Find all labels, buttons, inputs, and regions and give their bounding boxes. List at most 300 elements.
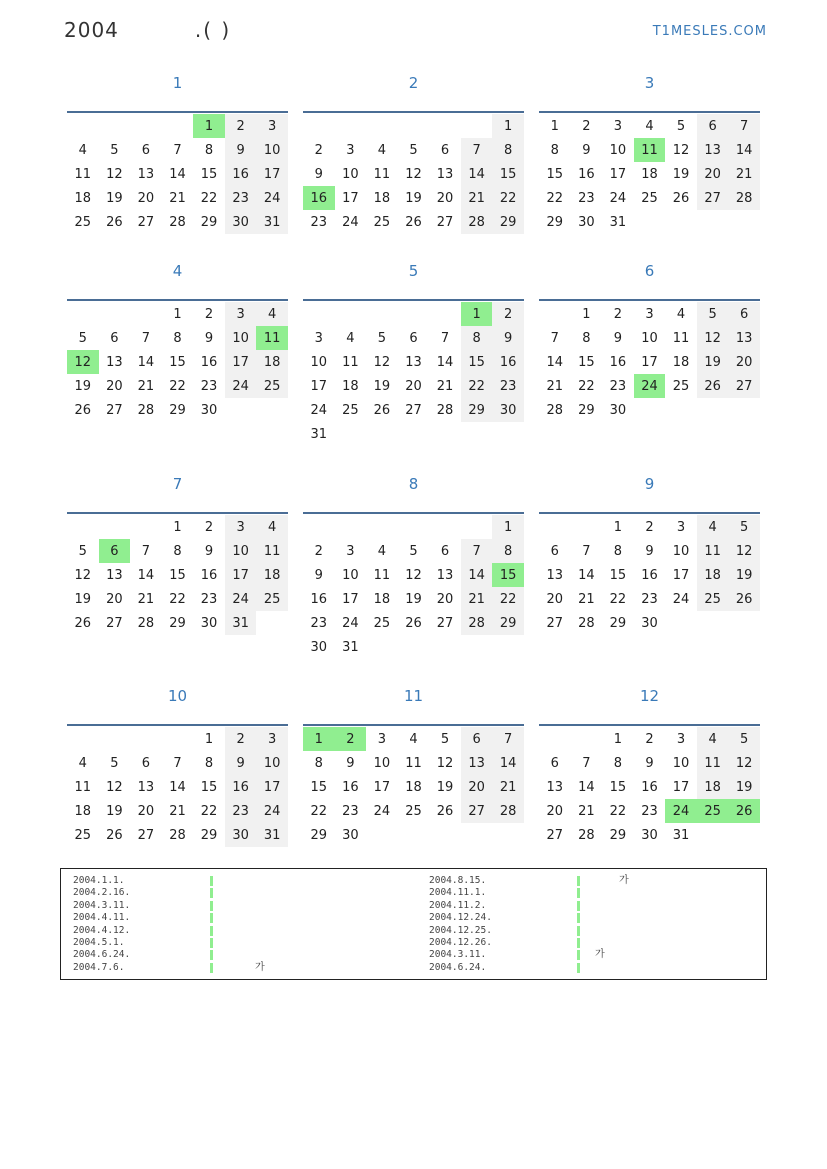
day-cell[interactable]: 14: [578, 779, 595, 795]
day-cell[interactable]: 15: [546, 166, 564, 182]
day-cell[interactable]: 29: [492, 611, 524, 635]
day-cell[interactable]: 11: [697, 751, 729, 775]
day-cell[interactable]: 17: [641, 354, 658, 370]
day-cell[interactable]: 18: [373, 190, 391, 206]
day-cell[interactable]: 27: [436, 214, 454, 230]
day-cell[interactable]: 13: [546, 779, 564, 795]
day-cell[interactable]: 3: [225, 515, 257, 539]
day-cell[interactable]: 7: [582, 755, 591, 771]
day-cell[interactable]: 21: [137, 591, 155, 607]
day-cell[interactable]: 28: [578, 615, 595, 631]
day-cell[interactable]: 27: [137, 827, 155, 843]
day-cell[interactable]: 11: [74, 779, 92, 795]
day-cell[interactable]: 20: [697, 162, 729, 186]
day-cell[interactable]: 15: [310, 779, 328, 795]
day-cell[interactable]: 25: [641, 190, 658, 206]
day-cell[interactable]: 6: [728, 302, 760, 326]
day-cell[interactable]: 25: [405, 803, 422, 819]
holiday-day-cell[interactable]: 24: [634, 374, 666, 398]
day-cell[interactable]: 18: [74, 190, 92, 206]
day-cell[interactable]: 23: [225, 799, 257, 823]
day-cell[interactable]: 17: [672, 567, 690, 583]
day-cell[interactable]: 12: [74, 567, 92, 583]
day-cell[interactable]: 22: [609, 591, 627, 607]
day-cell[interactable]: 4: [256, 302, 288, 326]
day-cell[interactable]: 4: [676, 306, 686, 322]
day-cell[interactable]: 12: [405, 166, 422, 182]
day-cell[interactable]: 12: [436, 755, 454, 771]
day-cell[interactable]: 3: [645, 306, 654, 322]
day-cell[interactable]: 22: [310, 803, 328, 819]
day-cell[interactable]: 21: [492, 775, 524, 799]
day-cell[interactable]: 15: [578, 354, 595, 370]
day-cell[interactable]: 7: [461, 138, 493, 162]
day-cell[interactable]: 20: [546, 591, 564, 607]
day-cell[interactable]: 17: [342, 190, 359, 206]
day-cell[interactable]: 10: [225, 326, 257, 350]
day-cell[interactable]: 12: [106, 166, 123, 182]
day-cell[interactable]: 26: [697, 374, 729, 398]
holiday-day-cell[interactable]: 6: [99, 539, 131, 563]
day-cell[interactable]: 26: [74, 615, 92, 631]
day-cell[interactable]: 5: [409, 142, 418, 158]
day-cell[interactable]: 8: [492, 138, 524, 162]
day-cell[interactable]: 9: [645, 543, 654, 559]
day-cell[interactable]: 14: [137, 354, 155, 370]
day-cell[interactable]: 21: [169, 190, 186, 206]
day-cell[interactable]: 3: [256, 727, 288, 751]
day-cell[interactable]: 25: [672, 378, 690, 394]
day-cell[interactable]: 23: [225, 186, 257, 210]
day-cell[interactable]: 21: [436, 378, 454, 394]
brand-link[interactable]: T1MESLES.COM: [652, 24, 767, 39]
day-cell[interactable]: 13: [697, 138, 729, 162]
day-cell[interactable]: 17: [342, 591, 359, 607]
day-cell[interactable]: 2: [613, 306, 623, 322]
day-cell[interactable]: 18: [697, 563, 729, 587]
day-cell[interactable]: 9: [492, 326, 524, 350]
day-cell[interactable]: 7: [440, 330, 450, 346]
day-cell[interactable]: 27: [546, 615, 564, 631]
day-cell[interactable]: 5: [409, 543, 418, 559]
day-cell[interactable]: 11: [256, 539, 288, 563]
day-cell[interactable]: 25: [373, 214, 391, 230]
day-cell[interactable]: 26: [728, 587, 760, 611]
day-cell[interactable]: 17: [310, 378, 328, 394]
day-cell[interactable]: 18: [342, 378, 359, 394]
day-cell[interactable]: 27: [436, 615, 454, 631]
day-cell[interactable]: 9: [645, 755, 654, 771]
day-cell[interactable]: 12: [728, 751, 760, 775]
day-cell[interactable]: 13: [546, 567, 564, 583]
day-cell[interactable]: 1: [173, 519, 182, 535]
day-cell[interactable]: 9: [204, 330, 214, 346]
day-cell[interactable]: 12: [373, 354, 391, 370]
day-cell[interactable]: 25: [256, 587, 288, 611]
day-cell[interactable]: 13: [461, 751, 493, 775]
day-cell[interactable]: 2: [314, 543, 323, 559]
day-cell[interactable]: 30: [200, 402, 218, 418]
day-cell[interactable]: 11: [672, 330, 690, 346]
day-cell[interactable]: 5: [377, 330, 387, 346]
day-cell[interactable]: 15: [200, 166, 218, 182]
day-cell[interactable]: 29: [169, 615, 186, 631]
day-cell[interactable]: 19: [405, 190, 422, 206]
day-cell[interactable]: 7: [173, 142, 182, 158]
day-cell[interactable]: 14: [436, 354, 454, 370]
day-cell[interactable]: 23: [492, 374, 524, 398]
day-cell[interactable]: 30: [492, 398, 524, 422]
day-cell[interactable]: 30: [578, 214, 595, 230]
day-cell[interactable]: 9: [204, 543, 214, 559]
day-cell[interactable]: 25: [697, 587, 729, 611]
day-cell[interactable]: 23: [609, 378, 627, 394]
day-cell[interactable]: 7: [728, 114, 760, 138]
day-cell[interactable]: 24: [373, 803, 391, 819]
day-cell[interactable]: 10: [225, 539, 257, 563]
day-cell[interactable]: 8: [461, 326, 493, 350]
day-cell[interactable]: 10: [672, 755, 690, 771]
day-cell[interactable]: 9: [225, 751, 257, 775]
holiday-day-cell[interactable]: 12: [67, 350, 99, 374]
day-cell[interactable]: 20: [461, 775, 493, 799]
day-cell[interactable]: 2: [204, 519, 214, 535]
day-cell[interactable]: 21: [137, 378, 155, 394]
day-cell[interactable]: 14: [461, 563, 493, 587]
day-cell[interactable]: 17: [609, 166, 627, 182]
day-cell[interactable]: 30: [609, 402, 627, 418]
day-cell[interactable]: 11: [342, 354, 359, 370]
day-cell[interactable]: 20: [728, 350, 760, 374]
day-cell[interactable]: 7: [550, 330, 559, 346]
day-cell[interactable]: 14: [492, 751, 524, 775]
day-cell[interactable]: 10: [342, 166, 359, 182]
day-cell[interactable]: 30: [225, 823, 257, 847]
day-cell[interactable]: 25: [74, 214, 92, 230]
day-cell[interactable]: 28: [169, 214, 186, 230]
day-cell[interactable]: 9: [346, 755, 355, 771]
day-cell[interactable]: 6: [697, 114, 729, 138]
day-cell[interactable]: 18: [373, 591, 391, 607]
day-cell[interactable]: 13: [728, 326, 760, 350]
day-cell[interactable]: 8: [613, 543, 623, 559]
day-cell[interactable]: 2: [582, 118, 591, 134]
day-cell[interactable]: 3: [676, 519, 686, 535]
day-cell[interactable]: 13: [106, 567, 123, 583]
day-cell[interactable]: 10: [342, 567, 359, 583]
day-cell[interactable]: 22: [492, 186, 524, 210]
day-cell[interactable]: 1: [613, 519, 623, 535]
day-cell[interactable]: 28: [492, 799, 524, 823]
day-cell[interactable]: 1: [204, 731, 214, 747]
day-cell[interactable]: 19: [74, 378, 92, 394]
day-cell[interactable]: 22: [578, 378, 595, 394]
day-cell[interactable]: 6: [440, 142, 450, 158]
holiday-day-cell[interactable]: 24: [665, 799, 697, 823]
day-cell[interactable]: 24: [609, 190, 627, 206]
day-cell[interactable]: 22: [461, 374, 493, 398]
day-cell[interactable]: 3: [256, 114, 288, 138]
day-cell[interactable]: 2: [225, 727, 257, 751]
day-cell[interactable]: 21: [546, 378, 564, 394]
day-cell[interactable]: 30: [225, 210, 257, 234]
day-cell[interactable]: 2: [645, 731, 654, 747]
day-cell[interactable]: 18: [256, 563, 288, 587]
day-cell[interactable]: 18: [672, 354, 690, 370]
day-cell[interactable]: 26: [74, 402, 92, 418]
day-cell[interactable]: 17: [256, 775, 288, 799]
day-cell[interactable]: 19: [697, 350, 729, 374]
day-cell[interactable]: 3: [346, 543, 355, 559]
day-cell[interactable]: 7: [141, 330, 151, 346]
day-cell[interactable]: 1: [582, 306, 591, 322]
day-cell[interactable]: 15: [609, 567, 627, 583]
day-cell[interactable]: 29: [461, 398, 493, 422]
day-cell[interactable]: 10: [373, 755, 391, 771]
day-cell[interactable]: 22: [200, 803, 218, 819]
day-cell[interactable]: 2: [204, 306, 214, 322]
day-cell[interactable]: 4: [697, 727, 729, 751]
day-cell[interactable]: 8: [613, 755, 623, 771]
day-cell[interactable]: 15: [169, 354, 186, 370]
day-cell[interactable]: 21: [461, 186, 493, 210]
day-cell[interactable]: 28: [137, 615, 155, 631]
day-cell[interactable]: 14: [137, 567, 155, 583]
day-cell[interactable]: 4: [377, 543, 387, 559]
day-cell[interactable]: 6: [409, 330, 418, 346]
day-cell[interactable]: 6: [141, 142, 151, 158]
day-cell[interactable]: 3: [613, 118, 623, 134]
day-cell[interactable]: 31: [672, 827, 690, 843]
day-cell[interactable]: 28: [436, 402, 454, 418]
day-cell[interactable]: 18: [641, 166, 658, 182]
day-cell[interactable]: 5: [110, 142, 119, 158]
day-cell[interactable]: 30: [200, 615, 218, 631]
day-cell[interactable]: 29: [492, 210, 524, 234]
day-cell[interactable]: 24: [256, 799, 288, 823]
day-cell[interactable]: 11: [373, 567, 391, 583]
day-cell[interactable]: 4: [409, 731, 418, 747]
day-cell[interactable]: 16: [200, 354, 218, 370]
day-cell[interactable]: 5: [110, 755, 119, 771]
day-cell[interactable]: 13: [137, 779, 155, 795]
day-cell[interactable]: 17: [672, 779, 690, 795]
day-cell[interactable]: 27: [137, 214, 155, 230]
day-cell[interactable]: 18: [256, 350, 288, 374]
day-cell[interactable]: 29: [609, 827, 627, 843]
day-cell[interactable]: 2: [314, 142, 323, 158]
day-cell[interactable]: 16: [310, 591, 328, 607]
day-cell[interactable]: 30: [310, 639, 328, 655]
day-cell[interactable]: 15: [169, 567, 186, 583]
day-cell[interactable]: 27: [546, 827, 564, 843]
day-cell[interactable]: 30: [342, 827, 359, 843]
day-cell[interactable]: 17: [225, 350, 257, 374]
day-cell[interactable]: 31: [609, 214, 627, 230]
day-cell[interactable]: 28: [578, 827, 595, 843]
day-cell[interactable]: 4: [78, 142, 87, 158]
day-cell[interactable]: 19: [672, 166, 690, 182]
day-cell[interactable]: 16: [578, 166, 595, 182]
day-cell[interactable]: 28: [546, 402, 564, 418]
day-cell[interactable]: 26: [436, 803, 454, 819]
day-cell[interactable]: 6: [550, 755, 559, 771]
day-cell[interactable]: 3: [346, 142, 355, 158]
holiday-day-cell[interactable]: 15: [492, 563, 524, 587]
day-cell[interactable]: 4: [346, 330, 355, 346]
day-cell[interactable]: 7: [582, 543, 591, 559]
day-cell[interactable]: 8: [582, 330, 591, 346]
day-cell[interactable]: 23: [310, 214, 328, 230]
day-cell[interactable]: 8: [492, 539, 524, 563]
day-cell[interactable]: 12: [697, 326, 729, 350]
day-cell[interactable]: 24: [310, 402, 328, 418]
day-cell[interactable]: 27: [461, 799, 493, 823]
day-cell[interactable]: 26: [106, 827, 123, 843]
day-cell[interactable]: 8: [173, 543, 182, 559]
day-cell[interactable]: 26: [405, 214, 422, 230]
day-cell[interactable]: 25: [256, 374, 288, 398]
day-cell[interactable]: 24: [225, 374, 257, 398]
day-cell[interactable]: 28: [169, 827, 186, 843]
day-cell[interactable]: 14: [461, 162, 493, 186]
day-cell[interactable]: 27: [405, 402, 422, 418]
day-cell[interactable]: 27: [697, 186, 729, 210]
day-cell[interactable]: 7: [141, 543, 151, 559]
day-cell[interactable]: 3: [676, 731, 686, 747]
day-cell[interactable]: 20: [137, 803, 155, 819]
day-cell[interactable]: 29: [609, 615, 627, 631]
day-cell[interactable]: 23: [641, 803, 658, 819]
day-cell[interactable]: 14: [169, 166, 186, 182]
day-cell[interactable]: 7: [492, 727, 524, 751]
day-cell[interactable]: 15: [492, 162, 524, 186]
day-cell[interactable]: 22: [200, 190, 218, 206]
day-cell[interactable]: 1: [613, 731, 623, 747]
day-cell[interactable]: 23: [200, 591, 218, 607]
day-cell[interactable]: 29: [200, 827, 218, 843]
day-cell[interactable]: 10: [256, 138, 288, 162]
day-cell[interactable]: 20: [106, 378, 123, 394]
day-cell[interactable]: 7: [461, 539, 493, 563]
day-cell[interactable]: 5: [78, 330, 87, 346]
day-cell[interactable]: 8: [173, 330, 182, 346]
day-cell[interactable]: 24: [225, 587, 257, 611]
day-cell[interactable]: 22: [169, 378, 186, 394]
day-cell[interactable]: 2: [225, 114, 257, 138]
day-cell[interactable]: 19: [405, 591, 422, 607]
day-cell[interactable]: 16: [225, 162, 257, 186]
day-cell[interactable]: 9: [225, 138, 257, 162]
day-cell[interactable]: 20: [436, 190, 454, 206]
day-cell[interactable]: 11: [697, 539, 729, 563]
day-cell[interactable]: 8: [204, 142, 214, 158]
day-cell[interactable]: 20: [106, 591, 123, 607]
holiday-day-cell[interactable]: 2: [335, 727, 367, 751]
day-cell[interactable]: 30: [641, 615, 658, 631]
day-cell[interactable]: 20: [546, 803, 564, 819]
day-cell[interactable]: 1: [492, 114, 524, 138]
day-cell[interactable]: 5: [697, 302, 729, 326]
day-cell[interactable]: 1: [173, 306, 182, 322]
day-cell[interactable]: 11: [373, 166, 391, 182]
day-cell[interactable]: 12: [672, 142, 690, 158]
day-cell[interactable]: 22: [492, 587, 524, 611]
day-cell[interactable]: 17: [225, 563, 257, 587]
day-cell[interactable]: 12: [405, 567, 422, 583]
holiday-day-cell[interactable]: 1: [193, 114, 225, 138]
day-cell[interactable]: 23: [342, 803, 359, 819]
day-cell[interactable]: 22: [169, 591, 186, 607]
day-cell[interactable]: 18: [697, 775, 729, 799]
day-cell[interactable]: 18: [405, 779, 422, 795]
day-cell[interactable]: 31: [256, 823, 288, 847]
day-cell[interactable]: 21: [461, 587, 493, 611]
day-cell[interactable]: 26: [373, 402, 391, 418]
day-cell[interactable]: 17: [373, 779, 391, 795]
day-cell[interactable]: 13: [436, 166, 454, 182]
day-cell[interactable]: 8: [204, 755, 214, 771]
day-cell[interactable]: 5: [676, 118, 686, 134]
day-cell[interactable]: 28: [137, 402, 155, 418]
day-cell[interactable]: 9: [613, 330, 623, 346]
day-cell[interactable]: 21: [578, 591, 595, 607]
day-cell[interactable]: 19: [373, 378, 391, 394]
day-cell[interactable]: 31: [256, 210, 288, 234]
day-cell[interactable]: 27: [106, 615, 123, 631]
day-cell[interactable]: 3: [225, 302, 257, 326]
day-cell[interactable]: 21: [578, 803, 595, 819]
day-cell[interactable]: 21: [169, 803, 186, 819]
day-cell[interactable]: 8: [550, 142, 559, 158]
day-cell[interactable]: 16: [492, 350, 524, 374]
day-cell[interactable]: 4: [78, 755, 87, 771]
day-cell[interactable]: 6: [461, 727, 493, 751]
day-cell[interactable]: 31: [225, 611, 257, 635]
day-cell[interactable]: 13: [436, 567, 454, 583]
day-cell[interactable]: 19: [728, 775, 760, 799]
day-cell[interactable]: 1: [492, 515, 524, 539]
day-cell[interactable]: 19: [728, 563, 760, 587]
day-cell[interactable]: 19: [74, 591, 92, 607]
day-cell[interactable]: 5: [728, 727, 760, 751]
day-cell[interactable]: 18: [74, 803, 92, 819]
day-cell[interactable]: 5: [440, 731, 450, 747]
day-cell[interactable]: 21: [728, 162, 760, 186]
day-cell[interactable]: 29: [169, 402, 186, 418]
day-cell[interactable]: 16: [641, 567, 658, 583]
day-cell[interactable]: 29: [310, 827, 328, 843]
holiday-day-cell[interactable]: 11: [256, 326, 288, 350]
day-cell[interactable]: 31: [342, 639, 359, 655]
day-cell[interactable]: 9: [314, 166, 323, 182]
day-cell[interactable]: 9: [314, 567, 323, 583]
day-cell[interactable]: 11: [74, 166, 92, 182]
day-cell[interactable]: 6: [440, 543, 450, 559]
day-cell[interactable]: 8: [314, 755, 323, 771]
day-cell[interactable]: 4: [645, 118, 654, 134]
day-cell[interactable]: 4: [377, 142, 387, 158]
day-cell[interactable]: 2: [492, 302, 524, 326]
day-cell[interactable]: 22: [609, 803, 627, 819]
day-cell[interactable]: 10: [672, 543, 690, 559]
day-cell[interactable]: 23: [200, 378, 218, 394]
day-cell[interactable]: 24: [256, 186, 288, 210]
day-cell[interactable]: 19: [106, 803, 123, 819]
day-cell[interactable]: 20: [137, 190, 155, 206]
day-cell[interactable]: 12: [728, 539, 760, 563]
day-cell[interactable]: 26: [106, 214, 123, 230]
